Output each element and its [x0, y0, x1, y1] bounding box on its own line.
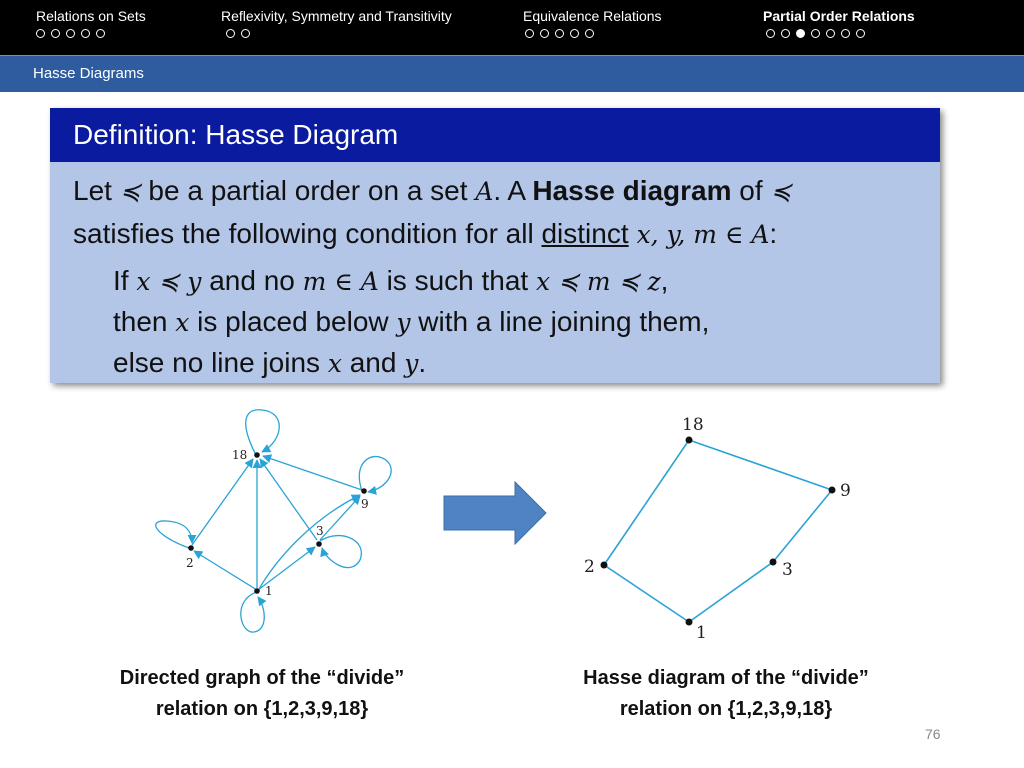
- definition-line-2: satisfies the following condition for all distinct x, y, m ∈ A:: [73, 218, 778, 249]
- hasse-label-9: 9: [840, 481, 851, 501]
- edge-2-18: [192, 459, 253, 545]
- loop-9: [359, 457, 391, 492]
- hasse-edge-3-9: [773, 490, 832, 562]
- definition-line-5: else no line joins x and y.: [113, 347, 427, 378]
- directed-graph-nodes: [188, 452, 367, 594]
- dg-node-9: [361, 488, 367, 494]
- hasse-label-1: 1: [696, 623, 707, 643]
- term-hasse-diagram: Hasse diagram: [532, 175, 732, 206]
- hasse-node-18: [686, 437, 693, 444]
- hasse-node-1: [686, 619, 693, 626]
- dg-node-3: [316, 541, 322, 547]
- dg-node-1: [254, 588, 260, 594]
- loop-18: [246, 410, 280, 455]
- dg-label-9: 9: [361, 497, 369, 511]
- caption-directed-line-2: relation on {1,2,3,9,18}: [155, 698, 369, 720]
- dg-node-18: [254, 452, 260, 458]
- transform-arrow: [444, 482, 546, 544]
- nav-section-equivalence-relations[interactable]: Equivalence Relations: [523, 8, 662, 24]
- caption-hasse-line-1: Hasse diagram of the “divide”: [583, 667, 869, 689]
- edge-1-9: [259, 495, 360, 589]
- hasse-label-3: 3: [782, 560, 793, 580]
- definition-line-4: then x is placed below y with a line joining them,: [113, 306, 710, 337]
- dg-label-18: 18: [232, 448, 248, 462]
- hasse-edge-9-18: [689, 440, 832, 490]
- page-number: 76: [925, 726, 941, 742]
- hasse-label-2: 2: [584, 557, 595, 577]
- hasse-diagram: [604, 440, 832, 622]
- dg-label-2: 2: [186, 556, 194, 570]
- nav-section-partial-order-relations[interactable]: Partial Order Relations: [763, 8, 915, 24]
- definition-title: Definition: Hasse Diagram: [50, 108, 940, 162]
- hasse-node-9: [829, 487, 836, 494]
- loop-2: [156, 521, 192, 548]
- hasse-edge-1-3: [689, 562, 773, 622]
- caption-hasse-diagram: [546, 663, 906, 725]
- hasse-nodes: [601, 437, 836, 626]
- edge-3-9: [320, 496, 360, 540]
- dg-label-1: 1: [265, 584, 273, 598]
- nav-section-reflexivity[interactable]: Reflexivity, Symmetry and Transitivity: [221, 8, 452, 24]
- hasse-label-18: 18: [682, 415, 704, 435]
- definition-line-1: Let ≼ be a partial order on a set A. A Hasse diagram of ≼: [73, 175, 792, 206]
- edge-1-2: [194, 551, 257, 590]
- caption-directed-line-1: Directed graph of the “divide”: [119, 667, 405, 689]
- dg-label-3: 3: [316, 524, 324, 538]
- dg-node-2: [188, 545, 194, 551]
- hasse-edge-1-2: [604, 565, 689, 622]
- caption-hasse-line-2: relation on {1,2,3,9,18}: [619, 698, 833, 720]
- hasse-node-3: [770, 559, 777, 566]
- loop-3: [320, 536, 361, 568]
- hasse-edge-2-18: [604, 440, 689, 565]
- hasse-node-2: [601, 562, 608, 569]
- directed-graph: [156, 410, 391, 632]
- subsection-title: Hasse Diagrams: [33, 65, 144, 82]
- definition-line-3: If x ≼ y and no m ∈ A is such that x ≼ m ≼ z,: [113, 265, 669, 296]
- caption-directed-graph: [82, 663, 442, 725]
- nav-section-relations-on-sets[interactable]: Relations on Sets: [36, 8, 146, 24]
- loop-1: [241, 592, 264, 632]
